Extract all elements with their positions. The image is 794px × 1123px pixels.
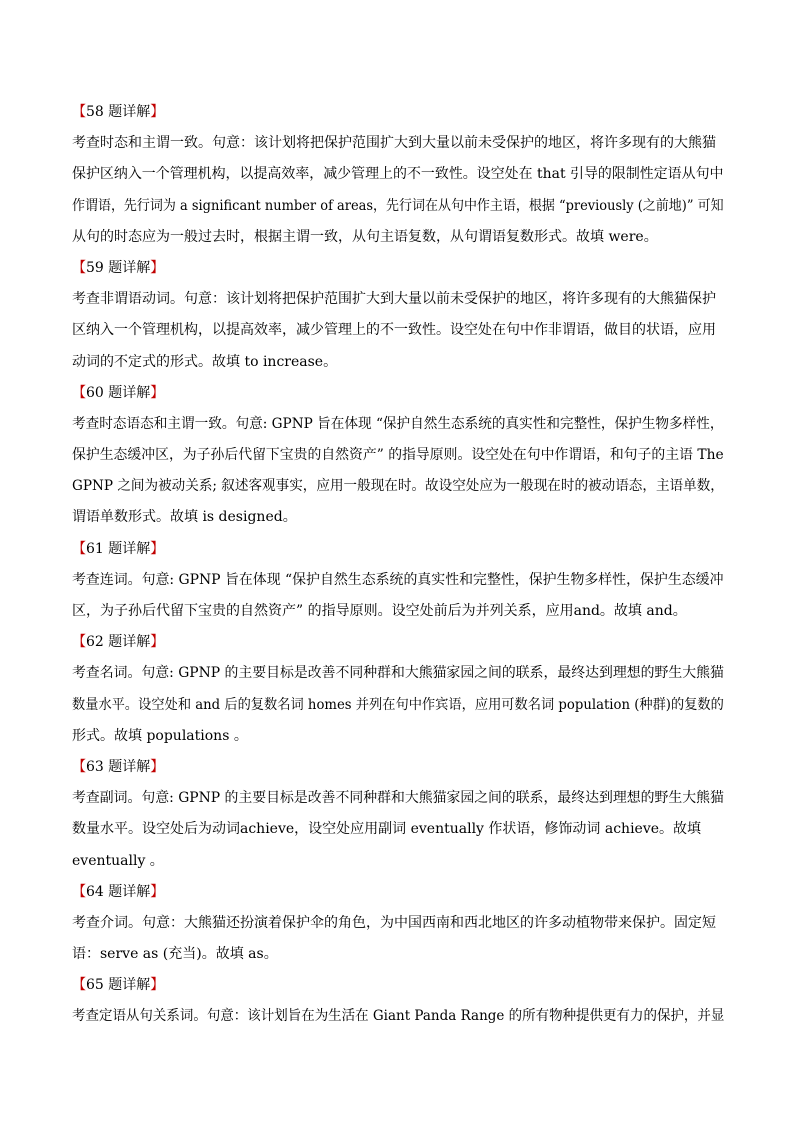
- paragraph-line: 数量水平。设空处和 and 后的复数名词 homes 并列在句中作宾语，应用可数名词 population (种群)的复数的: [72, 696, 724, 713]
- paragraph-line: 考查副词。句意: GPNP 的主要目标是改善不同种群和大熊猫家园之间的联系，最终达到理想的野生大熊猫: [72, 790, 724, 807]
- section-paragraph: [72, 783, 724, 877]
- bracket-open: 【: [72, 634, 86, 651]
- section-heading-text: 63 题详解: [86, 758, 151, 775]
- bracket-close: 】: [150, 883, 165, 900]
- paragraph-line: eventually 。: [72, 852, 164, 869]
- bracket-open: 【: [72, 883, 86, 900]
- bracket-close: 】: [150, 540, 165, 557]
- section-heading: [72, 752, 724, 783]
- section-heading-text: 62 题详解: [86, 634, 151, 651]
- paragraph-line: 语：serve as (充当)。故填 as。: [72, 946, 278, 963]
- paragraph-line: 区纳入一个管理机构，以提高效率，减少管理上的不一致性。设空处在句中作非谓语，做目的状语，应用: [72, 322, 716, 339]
- bracket-close: 】: [150, 977, 165, 994]
- section-heading-text: 58 题详解: [86, 104, 151, 120]
- section-paragraph: [72, 128, 724, 253]
- paragraph-line: 考查定语从句关系词。句意：该计划旨在为生活在 Giant Panda Range 的所有物种提供更有力的保护，并显: [72, 1008, 725, 1025]
- paragraph-line: GPNP 之间为被动关系; 叙述客观事实，应用一般现在时。故设空处应为一般现在时的被动语态，主语单数，: [72, 478, 724, 495]
- paragraph-line: 作谓语，先行词为 a significant number of areas，先行词在从句中作主语，根据 “previously (之前地)” 可知: [72, 197, 724, 214]
- bracket-close: 】: [150, 384, 165, 401]
- paragraph-line: 考查时态语态和主谓一致。句意: GPNP 旨在体现 “保护自然生态系统的真实性和完整性，保护生物多样性，: [72, 415, 724, 432]
- section-heading: [72, 253, 724, 284]
- paragraph-line: 动词的不定式的形式。故填 to increase。: [72, 353, 338, 370]
- section-heading: [72, 534, 724, 565]
- section-heading: [72, 877, 724, 908]
- section-heading-text: 60 题详解: [86, 384, 151, 401]
- bracket-close: 】: [150, 758, 165, 775]
- section-heading-text: 61 题详解: [86, 540, 151, 557]
- paragraph-line: 考查连词。句意: GPNP 旨在体现 “保护自然生态系统的真实性和完整性，保护生物多样性，保护生态缓冲: [72, 571, 724, 588]
- section-paragraph: [72, 409, 724, 534]
- section-paragraph: [72, 908, 724, 970]
- document-page: [72, 97, 724, 1033]
- section-heading: [72, 970, 724, 1001]
- section-heading: [72, 627, 724, 658]
- paragraph-line: 从句的时态应为一般过去时，根据主谓一致，从句主语复数，从句谓语复数形式。故填 were。: [72, 228, 658, 245]
- paragraph-line: 保护区纳入一个管理机构，以提高效率，减少管理上的不一致性。设空处在 that 引导的限制性定语从句中: [72, 166, 724, 183]
- paragraph-line: 数量水平。设空处后为动词achieve，设空处应用副词 eventually 作状语，修饰动词 achieve。故填: [72, 821, 702, 838]
- bracket-close: 】: [150, 634, 165, 651]
- bracket-open: 【: [72, 977, 86, 994]
- section-paragraph: [72, 658, 724, 752]
- section-heading-text: 59 题详解: [86, 259, 151, 276]
- section-heading: [72, 378, 724, 409]
- section-heading-text: 64 题详解: [86, 883, 151, 900]
- section-heading-text: 65 题详解: [86, 977, 151, 994]
- section-paragraph: [72, 565, 724, 627]
- bracket-open: 【: [72, 540, 86, 557]
- bracket-open: 【: [72, 104, 86, 120]
- bracket-close: 】: [150, 104, 165, 120]
- section-paragraph: [72, 284, 724, 378]
- paragraph-line: 考查非谓语动词。句意：该计划将把保护范围扩大到大量以前未受保护的地区，将许多现有的大熊猫保护: [72, 291, 716, 308]
- paragraph-line: 考查名词。句意: GPNP 的主要目标是改善不同种群和大熊猫家园之间的联系，最终达到理想的野生大熊猫: [72, 665, 724, 682]
- bracket-open: 【: [72, 758, 86, 775]
- paragraph-line: 区，为子孙后代留下宝贵的自然资产” 的指导原则。设空处前后为并列关系，应用and。故填 and。: [72, 603, 687, 619]
- section-paragraph: [72, 1001, 724, 1032]
- bracket-close: 】: [150, 259, 165, 276]
- paragraph-line: 保护生态缓冲区，为子孙后代留下宝贵的自然资产” 的指导原则。设空处在句中作谓语，和句子的主语 The: [72, 447, 724, 464]
- paragraph-line: 谓语单数形式。故填 is designed。: [72, 509, 297, 526]
- paragraph-line: 形式。故填 populations 。: [72, 727, 248, 744]
- bracket-open: 【: [72, 259, 86, 276]
- paragraph-line: 考查介词。句意：大熊猫还扮演着保护伞的角色，为中国西南和西北地区的许多动植物带来保护。固定短: [72, 914, 716, 931]
- section-heading: [72, 97, 724, 128]
- bracket-open: 【: [72, 384, 86, 401]
- paragraph-line: 考查时态和主谓一致。句意：该计划将把保护范围扩大到大量以前未受保护的地区，将许多现有的大熊猫: [72, 135, 716, 152]
